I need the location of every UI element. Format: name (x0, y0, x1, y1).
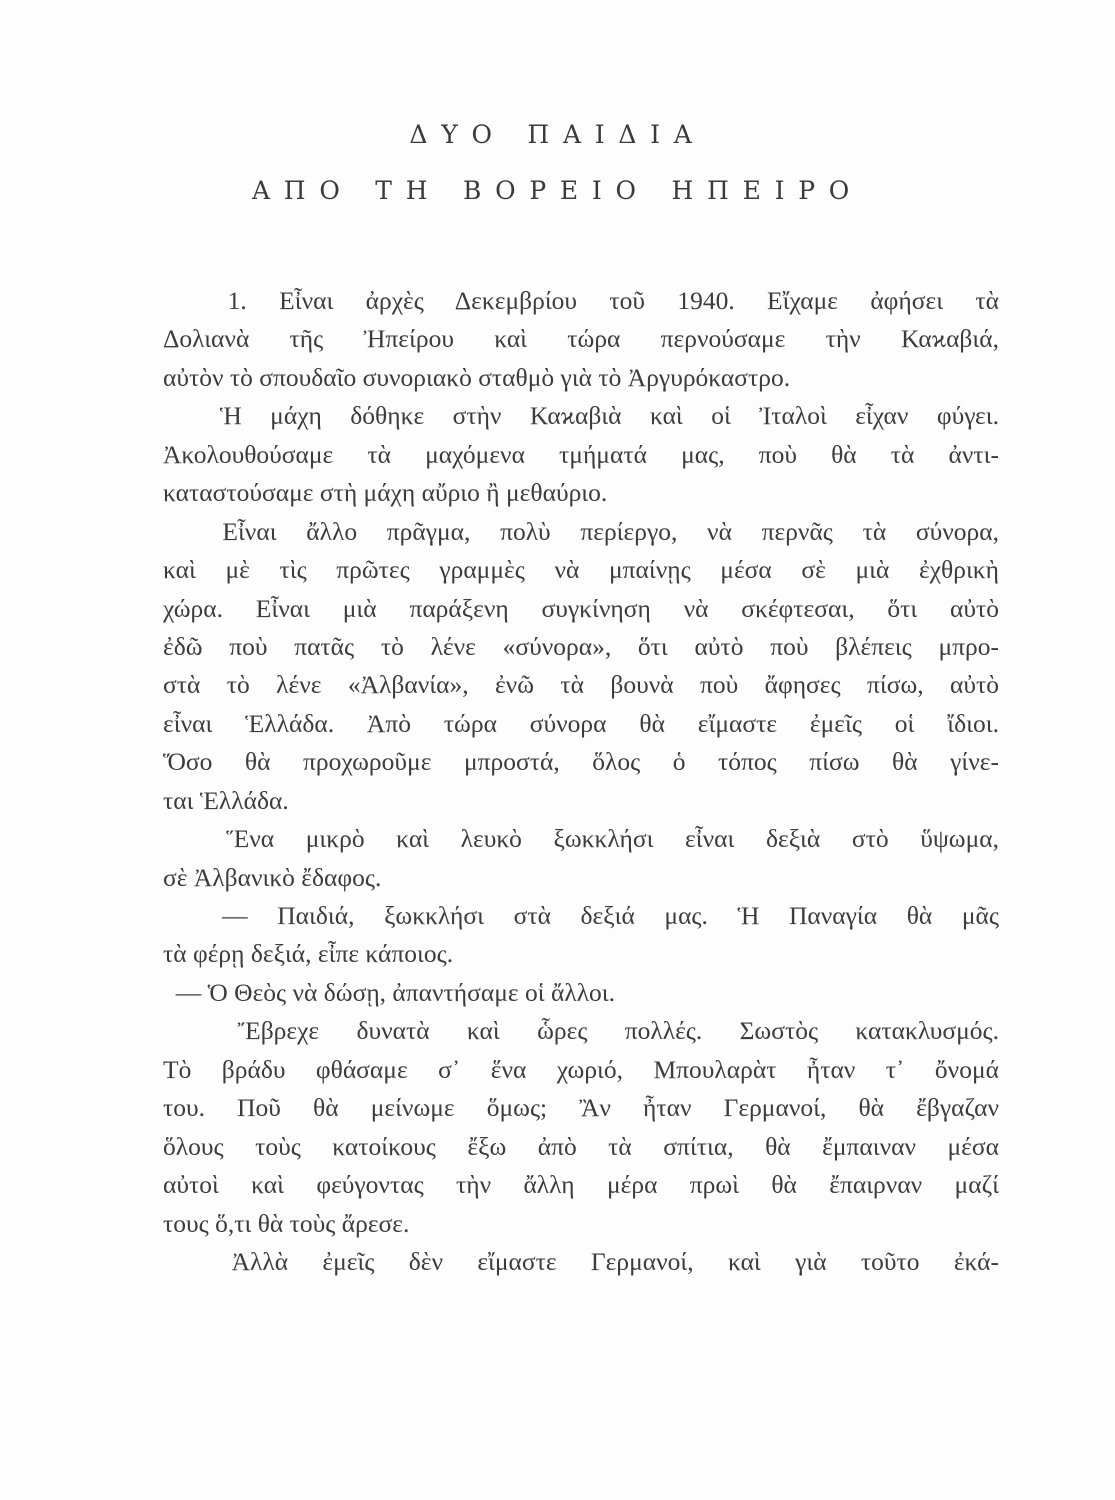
text-line: Ἀκολουθούσαμε τὰ μαχόμενα τμήματά μας, ποὺ θὰ τὰ ἀντι- (163, 439, 999, 469)
text-line: Ὅσο θὰ προχωροῦμε μπροστά, ὅλος ὁ τόπος πίσω θὰ γίνε- (163, 747, 999, 777)
text-line: ὅλους τοὺς κατοίκους ἔξω ἀπὸ τὰ σπίτια, θὰ ἔμπαιναν μέσα (163, 1131, 999, 1161)
text-line: εἶναι Ἑλλάδα. Ἀπὸ τώρα σύνορα θὰ εἴμαστε ἐμεῖς οἱ ἴδιοι. (163, 708, 999, 738)
text-line: καὶ μὲ τὶς πρῶτες γραμμὲς νὰ μπαίνῃς μέσα σὲ μιὰ ἐχθρικὴ (163, 555, 999, 585)
text-line: καταστούσαμε στὴ μάχη αὔριο ἢ μεθαύριο. (163, 478, 608, 508)
chapter-title: ΔΥΟ ΠΑΙΔΙΑ (409, 120, 706, 149)
text-line: Τὸ βράδυ φθάσαμε σ᾽ ἕνα χωριό, Μπουλαρὰτ ἦταν τ᾽ ὄνομά (163, 1054, 999, 1084)
text-line: Ἀλλὰ ἐμεῖς δὲν εἴμαστε Γερμανοί, καὶ γιὰ τοῦτο ἐκά- (163, 1246, 999, 1276)
body-text (163, 282, 999, 1281)
text-line: 1. Εἶναι ἀρχὲς Δεκεμβρίου τοῦ 1940. Εἴχαμε ἀφήσει τὰ (163, 286, 999, 315)
text-line: σὲ Ἀλβανικὸ ἔδαφος. (163, 862, 382, 892)
text-line: Εἶναι ἄλλο πρᾶγμα, πολὺ περίεργο, νὰ περνᾶς τὰ σύνορα, (163, 516, 999, 546)
text-line: του. Ποῦ θὰ μείνωμε ὅμως; Ἂν ἦταν Γερμανοί, θὰ ἔβγαζαν (163, 1093, 999, 1123)
text-line: χώρα. Εἶναι μιὰ παράξενη συγκίνηση νὰ σκέφτεσαι, ὅτι αὐτὸ (163, 593, 999, 623)
text-line: — Ὁ Θεὸς νὰ δώσῃ, ἀπαντήσαμε οἱ ἄλλοι. (163, 977, 616, 1007)
text-line: Δολιανὰ τῆς Ἠπείρου καὶ τώρα περνούσαμε τὴν Καϰαβιά, (163, 324, 999, 354)
text-line: αὐτοὶ καὶ φεύγοντας τὴν ἄλλη μέρα πρωὶ θὰ ἔπαιρναν μαζί (163, 1170, 999, 1200)
text-line: — Παιδιά, ξωκκλήσι στὰ δεξιά μας. Ἡ Παναγία θὰ μᾶς (163, 901, 999, 930)
text-line: στὰ τὸ λένε «Ἀλβανία», ἐνῶ τὰ βουνὰ ποὺ ἄφησες πίσω, αὐτὸ (163, 670, 999, 700)
text-line: Ἕνα μικρὸ καὶ λευκὸ ξωκκλήσι εἶναι δεξιὰ στὸ ὕψωμα, (163, 824, 999, 854)
text-line: τους ὅ,τι θὰ τοὺς ἄρεσε. (163, 1208, 410, 1238)
text-line: ἐδῶ ποὺ πατᾶς τὸ λένε «σύνορα», ὅτι αὐτὸ ποὺ βλέπεις μπρο- (163, 631, 999, 661)
chapter-subtitle: ΑΠΟ ΤΗ ΒΟΡΕΙΟ ΗΠΕΙΡΟ (251, 176, 864, 205)
text-line: αὐτὸν τὸ σπουδαῖο συνοριακὸ σταθμὸ γιὰ τὸ Ἀργυρόκαστρο. (163, 362, 791, 392)
text-line: τὰ φέρῃ δεξιά, εἶπε κάποιος. (163, 939, 454, 969)
text-line: Ἡ μάχη δόθηκε στὴν Καϰαβιὰ καὶ οἱ Ἰταλοὶ εἶχαν φύγει. (163, 401, 999, 431)
text-line: Ἔβρεχε δυνατὰ καὶ ὧρες πολλές. Σωστὸς κατακλυσμός. (163, 1016, 999, 1046)
text-line: ται Ἑλλάδα. (163, 785, 289, 815)
